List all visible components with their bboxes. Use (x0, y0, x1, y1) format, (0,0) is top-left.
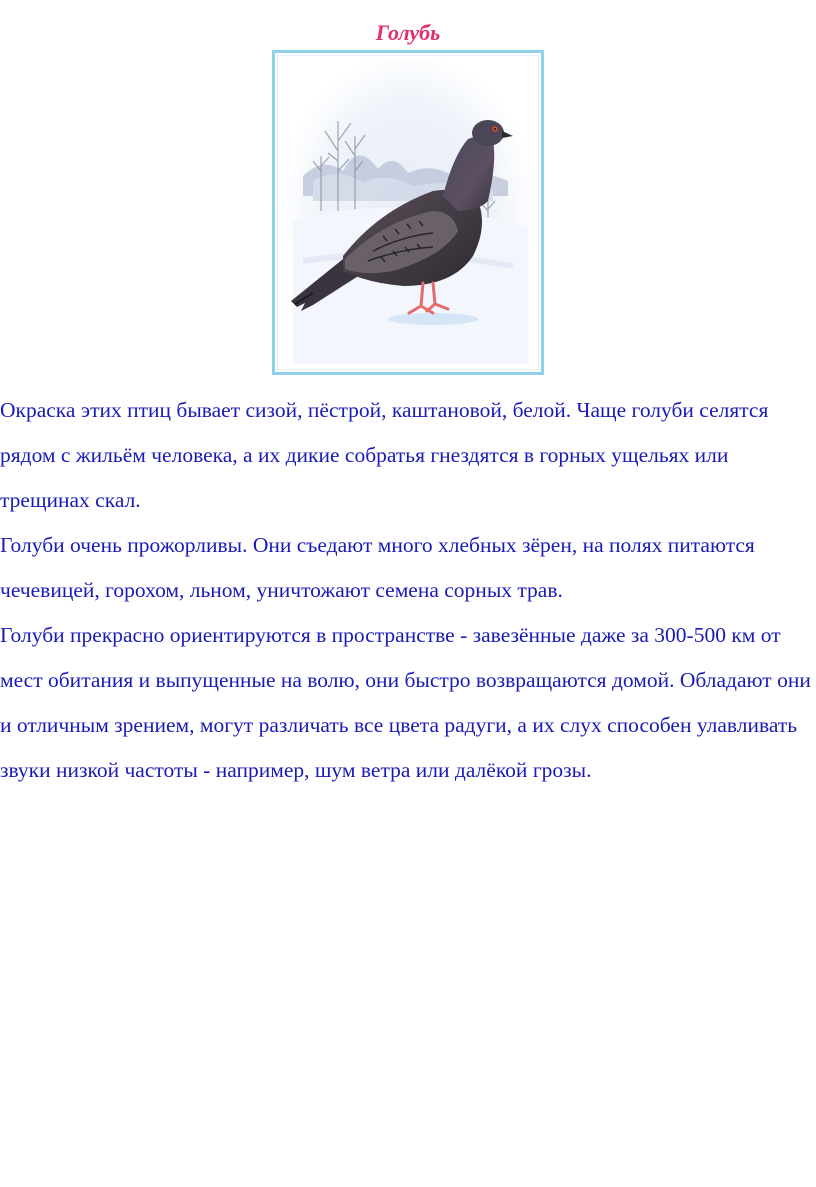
pigeon-photo-frame (272, 50, 544, 375)
paragraph-orientation: Голуби прекрасно ориентируются в пространстве - завезённые даже за 300-500 км от мест обитания и выпущенные на волю, они быстро возвращаются домой. Обладают они и отличным зрением, могут различать все цвета радуги, а их слух способен улавливать звуки низкой частоты - например, шум ветра или далёкой грозы. (0, 623, 811, 782)
pigeon-photo (283, 61, 533, 364)
paragraph-feeding: Голуби очень прожорливы. Они съедают много хлебных зёрен, на полях питаются чечевицей, горохом, льном, уничтожают семена сорных трав. (0, 533, 755, 602)
paragraph-coloration: Окраска этих птиц бывает сизой, пёстрой, каштановой, белой. Чаще голуби селятся рядом с жильём человека, а их дикие собратья гнездятся в горных ущельях или трещинах скал. (0, 398, 769, 512)
page-title: Голубь (375, 20, 441, 45)
article-body (0, 388, 812, 793)
